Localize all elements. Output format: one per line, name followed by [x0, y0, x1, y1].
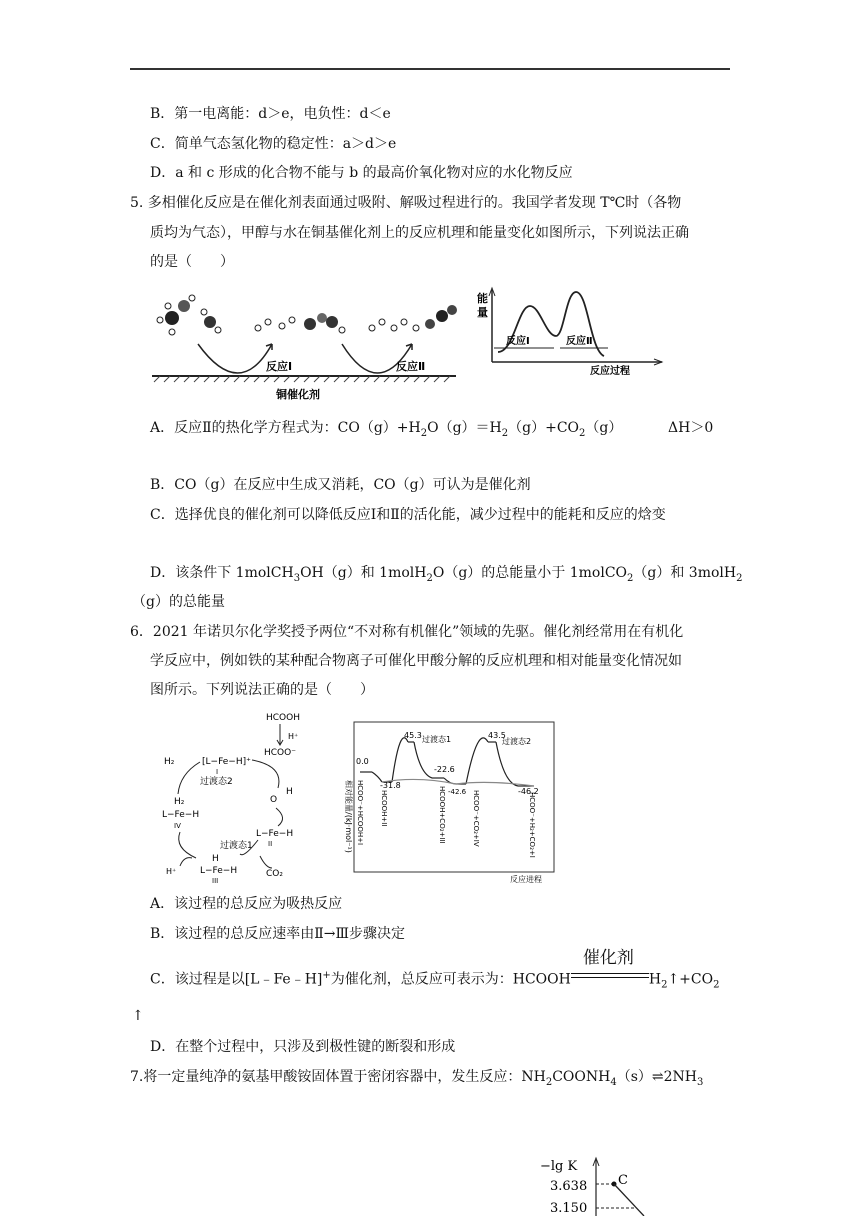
- q5-option-a-text: （g）+CO: [508, 420, 580, 436]
- species-2: HCOOH+II: [380, 790, 388, 827]
- q6-option-d: D．在整个过程中，只涉及到极性键的断裂和形成: [150, 1039, 456, 1055]
- q5-option-d-line1: [150, 563, 742, 589]
- q6-stem-line2: 学反应中，例如铁的某种配合物离子可催化甲酸分解的反应机理和相对能量变化情况如: [150, 653, 682, 669]
- q5-stem-line2: 质均为气态），甲醇与水在铜基催化剂上的反应机理和能量变化如图所示，下列说法正确: [150, 225, 689, 241]
- ts1-cycle-label: 过渡态1: [220, 841, 253, 851]
- species-5: HCOO⁻+H₂+CO₂+I: [528, 792, 536, 858]
- t: C．该过程是以[L﹣Fe﹣H]: [150, 971, 323, 988]
- sub: 2: [501, 427, 509, 439]
- t: 为催化剂，总反应可表示为：HCOOH: [330, 971, 571, 988]
- t: OH（g）和 1molH: [300, 565, 427, 581]
- q5-mechanism-figure: [150, 282, 460, 406]
- level-45-3: 45.3: [404, 731, 422, 740]
- t: H: [648, 971, 662, 988]
- energy-axis-label-2: 量: [477, 306, 488, 319]
- tick-3638: 3.638: [550, 1179, 588, 1194]
- q6-stem-line3: 图所示。下列说法正确的是（ ）: [150, 682, 374, 698]
- q6-option-c-arrow: ↑: [132, 1008, 144, 1024]
- sup: +: [322, 970, 331, 981]
- q6-energy-profile-chart: [338, 714, 560, 886]
- level-neg22-6: -22.6: [434, 765, 455, 774]
- step2-label: 反应Ⅱ: [396, 360, 426, 373]
- q5-option-a-dh: ΔH＞0: [668, 420, 714, 436]
- y-axis-label: 相对能量/(kJ·mol⁻¹): [344, 780, 353, 853]
- sub: 2: [579, 427, 586, 439]
- iii-number: III: [212, 877, 219, 885]
- q5-option-d-line2: （g）的总能量: [132, 594, 225, 610]
- eq-line: [571, 977, 649, 978]
- reaction-process-label: 反应过程: [590, 366, 630, 376]
- methanol-molecule-icon: [157, 295, 195, 335]
- catalyst-i-number: I: [216, 768, 219, 776]
- species-1: HCOO⁻+HCOOH+I: [356, 780, 364, 846]
- q4-option-d: D．a 和 c 形成的化合物不能与 b 的最高价氧化物对应的水化物反应: [150, 165, 573, 181]
- iv-complex-label: L−Fe−H: [162, 810, 200, 820]
- hcooh-label: HCOOH: [266, 713, 300, 723]
- h-plus-label-1: H⁺: [288, 732, 299, 741]
- q6-option-c: [150, 948, 720, 995]
- point-c-label: C: [618, 1173, 628, 1188]
- sub: 2: [661, 979, 668, 991]
- q6-option-b: B．该过程的总反应速率由Ⅱ→Ⅲ步骤决定: [150, 926, 406, 942]
- sub: 3: [293, 572, 301, 584]
- intermediate-molecules-icon: [255, 313, 345, 333]
- level-neg42-6: -42.6: [448, 788, 467, 796]
- level-neg46-2: -46.2: [518, 787, 539, 796]
- t: （s）⇌2NH: [616, 1069, 697, 1085]
- step1-label: 反应Ⅰ: [266, 360, 293, 373]
- q5-option-c: C．选择优良的催化剂可以降低反应Ⅰ和Ⅱ的活化能，减少过程中的能耗和反应的焓变: [150, 507, 666, 523]
- sub: 2: [736, 572, 743, 584]
- ii-h-label: H: [286, 787, 293, 797]
- h2-released-label: H₂: [164, 757, 175, 767]
- catalyst-label: 铜催化剂: [276, 388, 320, 401]
- q5-stem-line3: 的是（ ）: [150, 254, 234, 270]
- segment2-label: 反应Ⅱ: [566, 336, 593, 347]
- t: ↑+CO: [667, 971, 714, 988]
- product-molecules-icon: [369, 305, 457, 331]
- eq-line: [571, 973, 649, 974]
- level-neg31-8: -31.8: [380, 781, 401, 790]
- q6-option-a: A．该过程的总反应为吸热反应: [150, 896, 343, 912]
- ii-complex-label: L−Fe−H: [256, 829, 294, 839]
- species-4: HCOO⁻+CO₂+IV: [472, 790, 480, 847]
- sub: 2: [420, 427, 428, 439]
- catalyst-arrow: [571, 948, 649, 986]
- q4-option-b: B．第一电离能：d＞e，电负性：d＜e: [150, 106, 391, 122]
- ii-number: II: [268, 840, 273, 848]
- tick-3150: 3.150: [550, 1201, 588, 1216]
- iv-number: IV: [174, 822, 181, 830]
- ts2-cycle-label: 过渡态2: [200, 777, 233, 787]
- q5-stem-line1: 5. 多相催化反应是在催化剂表面通过吸附、解吸过程进行的。我国学者发现 T℃时（各物: [130, 195, 682, 211]
- x-axis-label: 反应进程: [510, 875, 542, 884]
- level-0-0: 0.0: [356, 757, 369, 766]
- segment1-label: 反应Ⅰ: [506, 336, 530, 347]
- q4-option-c: C．简单气态氢化物的稳定性：a＞d＞e: [150, 136, 397, 152]
- t: O（g）的总能量小于 1molCO: [432, 565, 628, 581]
- sub: 3: [697, 1076, 704, 1088]
- t: 7.将一定量纯净的氨基甲酸铵固体置于密闭容器中，发生反应：NH: [130, 1069, 546, 1085]
- catalyst-i-label: [L−Fe−H]⁺: [202, 757, 251, 767]
- iii-complex-label: L−Fe−H: [200, 866, 238, 876]
- q5-option-a-text: A．反应Ⅱ的热化学方程式为：CO（g）+H: [150, 420, 421, 436]
- q5-option-b: B．CO（g）在反应中生成又消耗，CO（g）可认为是催化剂: [150, 477, 531, 493]
- sub: 2: [545, 1076, 553, 1088]
- q5-option-a-text: （g）: [585, 420, 623, 436]
- sub: 2: [713, 979, 720, 991]
- q7-stem-line1: [130, 1067, 703, 1093]
- q6-stem-line1: 6．2021 年诺贝尔化学奖授予两位“不对称有机催化”领域的先驱。催化剂经常用在有机化: [130, 624, 684, 640]
- sub: 2: [426, 572, 433, 584]
- water-molecule-icon: [201, 309, 221, 333]
- sub: 4: [610, 1076, 617, 1088]
- header-rule: [130, 68, 730, 70]
- iv-h2-label: H₂: [174, 797, 185, 807]
- t: COONH: [552, 1069, 611, 1085]
- q5-energy-diagram: [474, 282, 670, 376]
- iii-h-label: H: [212, 854, 219, 864]
- co2-label: CO₂: [266, 869, 283, 879]
- q7-lgk-graph: [536, 1150, 666, 1216]
- t: D．该条件下 1molCH: [150, 565, 294, 581]
- ts1-label: 过渡态1: [422, 735, 452, 744]
- q5-option-a: [150, 418, 622, 444]
- t: （g）和 3molH: [633, 565, 737, 581]
- catalyst-label: 催化剂: [582, 948, 634, 968]
- sub: 2: [627, 572, 634, 584]
- y-axis-label: −lg K: [540, 1159, 578, 1174]
- ts2-label: 过渡态2: [502, 737, 532, 746]
- q5-option-a-text: O（g）＝H: [427, 420, 502, 436]
- h-plus-label-2: H⁺: [166, 867, 177, 876]
- q6-mechanism-cycle: [160, 708, 330, 886]
- ii-o-label: O: [270, 795, 278, 805]
- species-3: HCOOH+CO₂+III: [438, 786, 446, 844]
- hcoo-label: HCOO⁻: [264, 748, 296, 758]
- level-43-5: 43.5: [488, 731, 506, 740]
- energy-axis-label-1: 能: [477, 292, 488, 305]
